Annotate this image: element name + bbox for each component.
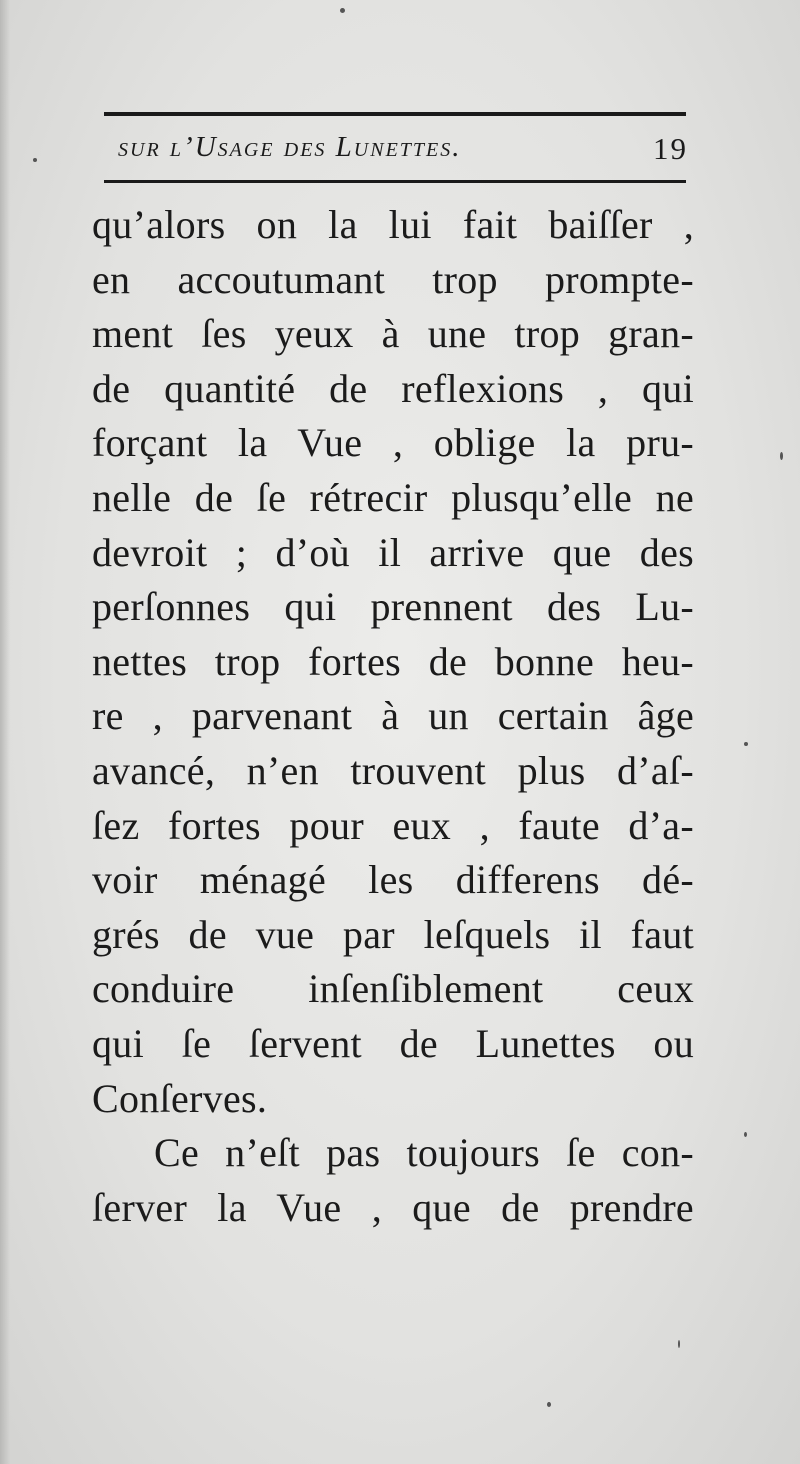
text-line: ſez fortes pour eux , faute d’a- bbox=[92, 802, 694, 848]
paper-speck bbox=[780, 452, 783, 460]
paragraph-start-line: Ce n’eſt pas toujours ſe con- bbox=[154, 1130, 694, 1176]
text-line: qui ſe ſervent de Lunettes ou bbox=[92, 1020, 694, 1066]
page-number: 19 bbox=[653, 131, 688, 166]
header-top-rule bbox=[104, 112, 686, 116]
text-line: de quantité de reflexions , qui bbox=[92, 365, 694, 411]
text-line: devroit ; d’où il arrive que des bbox=[92, 529, 694, 575]
paper-speck bbox=[744, 1132, 747, 1137]
text-line: nettes trop fortes de bonne heu- bbox=[92, 638, 694, 684]
text-line: re , parvenant à un certain âge bbox=[92, 693, 694, 739]
text-line: grés de vue par leſquels il faut bbox=[92, 911, 694, 957]
paper-speck bbox=[678, 1340, 680, 1348]
text-line: nelle de ſe rétrecir plusqu’elle ne bbox=[92, 474, 694, 520]
page-edge-shadow bbox=[0, 0, 10, 1464]
text-line: ment ſes yeux à une trop gran- bbox=[92, 311, 694, 357]
text-line: conduire inſenſiblement ceux bbox=[92, 966, 694, 1012]
text-line: qu’alors on la lui fait baiſſer , bbox=[92, 202, 694, 247]
header-bottom-rule bbox=[104, 180, 686, 183]
body-text bbox=[92, 198, 694, 1235]
running-head-title: sur l’Usage des Lunettes. bbox=[118, 131, 462, 163]
paper-speck bbox=[33, 158, 37, 162]
paper-speck bbox=[744, 742, 748, 746]
text-line: voir ménagé les differens dé- bbox=[92, 857, 694, 903]
paper-speck bbox=[340, 8, 345, 13]
text-line: forçant la Vue , oblige la pru- bbox=[92, 420, 694, 466]
running-head bbox=[118, 131, 688, 171]
text-line: ſerver la Vue , que de prendre bbox=[92, 1184, 694, 1230]
text-line: en accoutumant trop prompte- bbox=[92, 256, 694, 302]
text-line: perſonnes qui prennent des Lu- bbox=[92, 584, 694, 630]
paper-speck bbox=[547, 1402, 551, 1407]
paragraph-end-line: Conſerves. bbox=[92, 1075, 268, 1121]
text-line: avancé, n’en trouvent plus d’aſ- bbox=[92, 747, 694, 793]
